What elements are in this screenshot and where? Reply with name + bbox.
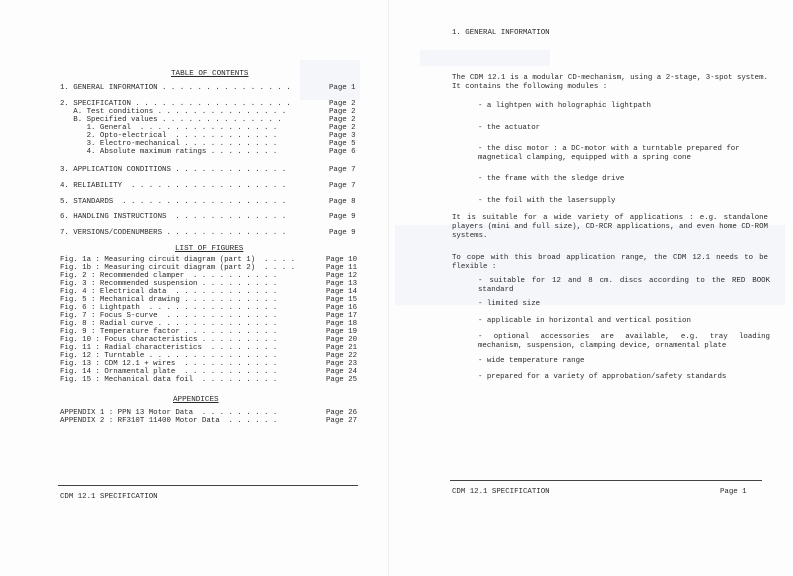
footer-text: CDM 12.1 SPECIFICATION xyxy=(452,488,550,496)
figure-entry-page: Page 16 xyxy=(326,304,358,312)
figure-entry-page: Page 24 xyxy=(326,368,358,376)
figure-entry-label: Fig. 7 : Focus S-curve . . . . . . . . . . . . . xyxy=(60,312,278,320)
toc-entry-page: Page 8 xyxy=(329,198,356,206)
toc-entry-label: 4. Absolute maximum ratings . . . . . . . . xyxy=(60,148,278,156)
toc-entry-label: 6. HANDLING INSTRUCTIONS . . . . . . . . . . . . . xyxy=(60,213,287,221)
figure-entry-label: Fig. 10 : Focus characteristics . . . . . . . . . xyxy=(60,336,278,344)
figure-entry-page: Page 25 xyxy=(326,376,358,384)
toc-entry-page: Page 1 xyxy=(329,84,356,92)
toc-entry-label: 1. GENERAL INFORMATION . . . . . . . . . . . . . . . xyxy=(60,84,291,92)
flex-item: - prepared for a variety of approbation/safety standards xyxy=(478,373,727,381)
footer-rule xyxy=(58,485,358,486)
toc-entry-page: Page 3 xyxy=(329,132,356,140)
module-item: - the foil with the lasersupply xyxy=(478,197,616,205)
toc-entry-label: 3. APPLICATION CONDITIONS . . . . . . . . . . . . . xyxy=(60,166,287,174)
toc-entry-page: Page 2 xyxy=(329,116,356,124)
appendix-entry-label: APPENDIX 2 : RF310T 11400 Motor Data . . . . . . xyxy=(60,417,278,425)
toc-entry-label: 2. SPECIFICATION . . . . . . . . . . . . . . . . . . xyxy=(60,100,291,108)
footer-text: CDM 12.1 SPECIFICATION xyxy=(60,493,158,501)
figure-entry-page: Page 13 xyxy=(326,280,358,288)
toc-entry-page: Page 2 xyxy=(329,108,356,116)
figure-entry-label: Fig. 4 : Electrical data . . . . . . . . . . . . xyxy=(60,288,278,296)
bleed-through-mark xyxy=(420,50,550,66)
toc-entry-page: Page 9 xyxy=(329,229,356,237)
appendix-entry-label: APPENDIX 1 : PPN 13 Motor Data . . . . . . . . . xyxy=(60,409,278,417)
toc-entry-page: Page 7 xyxy=(329,166,356,174)
flex-item: - wide temperature range xyxy=(478,357,585,365)
appendix-entry-page: Page 26 xyxy=(326,409,358,417)
figure-entry-label: Fig. 3 : Recommended suspension . . . . . . . . . xyxy=(60,280,278,288)
left-page xyxy=(0,0,389,576)
flex-item: - limited size xyxy=(478,300,541,308)
toc-entry-page: Page 2 xyxy=(329,124,356,132)
module-item: - the actuator xyxy=(478,124,541,132)
figure-entry-label: Fig. 5 : Mechanical drawing . . . . . . . . . . . xyxy=(60,296,278,304)
figure-entry-label: Fig. 13 : CDM 12.1 + wires . . . . . . . . . . . xyxy=(60,360,278,368)
figure-entry-label: Fig. 12 : Turntable . . . . . . . . . . . . . . . xyxy=(60,352,278,360)
toc-entry-page: Page 6 xyxy=(329,148,356,156)
flex-item: - optional accessories are available, e.g. tray loading mechanism, suspension, clamping device, ornamental plate xyxy=(478,333,770,350)
figure-entry-label: Fig. 1a : Measuring circuit diagram (part 1) . . . . xyxy=(60,256,296,264)
figure-entry-page: Page 10 xyxy=(326,256,358,264)
figure-entry-label: Fig. 9 : Temperature factor . . . . . . . . . . . xyxy=(60,328,278,336)
figure-entry-page: Page 19 xyxy=(326,328,358,336)
figure-entry-label: Fig. 11 : Radial characteristics . . . . . . . . xyxy=(60,344,278,352)
toc-entry-label: 2. Opto-electrical . . . . . . . . . . . . xyxy=(60,132,278,140)
module-item: - a lightpen with holographic lightpath xyxy=(478,102,651,110)
toc-entry-label: A. Test conditions . . . . . . . . . . . . . . . xyxy=(60,108,287,116)
figure-entry-page: Page 17 xyxy=(326,312,358,320)
suitable-paragraph: It is suitable for a wide variety of applications : e.g. standalone players (mini and full size), CD-RCR applications, and even home CD-ROM systems. xyxy=(452,214,768,240)
toc-entry-page: Page 7 xyxy=(329,182,356,190)
module-item: - the frame with the sledge drive xyxy=(478,175,625,183)
figure-entry-label: Fig. 2 : Recommended clamper . . . . . . . . . . xyxy=(60,272,278,280)
toc-entry-label: B. Specified values . . . . . . . . . . . . . . xyxy=(60,116,282,124)
toc-entry-page: Page 5 xyxy=(329,140,356,148)
toc-entry-page: Page 9 xyxy=(329,213,356,221)
toc-entry-label: 1. General . . . . . . . . . . . . . . . . xyxy=(60,124,278,132)
flex-item: - suitable for 12 and 8 cm. discs according to the RED BOOK standard xyxy=(478,277,770,294)
figure-entry-page: Page 14 xyxy=(326,288,358,296)
appendices-title: APPENDICES xyxy=(173,396,219,404)
flex-item: - applicable in horizontal and vertical position xyxy=(478,317,691,325)
toc-entry-label: 7. VERSIONS/CODENUMBERS . . . . . . . . . . . . . . xyxy=(60,229,287,237)
bleed-through-mark xyxy=(300,60,360,100)
intro-paragraph: The CDM 12.1 is a modular CD-mechanism, using a 2-stage, 3-spot system. It contains the following modules : xyxy=(452,74,768,91)
figure-entry-page: Page 15 xyxy=(326,296,358,304)
appendix-entry-page: Page 27 xyxy=(326,417,358,425)
figures-title: LIST OF FIGURES xyxy=(175,245,244,253)
figure-entry-page: Page 21 xyxy=(326,344,358,352)
module-item: - the disc motor : a DC-motor with a turntable prepared for magnetical clamping, equipped with a spring cone xyxy=(478,145,740,162)
figure-entry-page: Page 22 xyxy=(326,352,358,360)
footer-rule xyxy=(450,480,762,481)
figure-entry-label: Fig. 14 : Ornamental plate . . . . . . . . . . . xyxy=(60,368,278,376)
cope-paragraph: To cope with this broad application range, the CDM 12.1 needs to be flexible : xyxy=(452,254,768,271)
toc-entry-label: 4. RELIABILITY . . . . . . . . . . . . . . . . . . xyxy=(60,182,287,190)
figure-entry-page: Page 12 xyxy=(326,272,358,280)
toc-entry-page: Page 2 xyxy=(329,100,356,108)
figure-entry-label: Fig. 8 : Radial curve . . . . . . . . . . . . . . xyxy=(60,320,278,328)
figure-entry-page: Page 11 xyxy=(326,264,358,272)
figure-entry-label: Fig. 6 : Lightpath . . . . . . . . . . . . . . . xyxy=(60,304,278,312)
toc-title: TABLE OF CONTENTS xyxy=(171,70,249,78)
page-number: Page 1 xyxy=(720,488,747,496)
figure-entry-page: Page 20 xyxy=(326,336,358,344)
toc-entry-label: 5. STANDARDS . . . . . . . . . . . . . . . . . . . xyxy=(60,198,287,206)
figure-entry-page: Page 18 xyxy=(326,320,358,328)
figure-entry-page: Page 23 xyxy=(326,360,358,368)
section-heading: 1. GENERAL INFORMATION xyxy=(452,29,550,37)
right-page xyxy=(390,0,793,576)
figure-entry-label: Fig. 1b : Measuring circuit diagram (part 2) . . . . xyxy=(60,264,296,272)
figure-entry-label: Fig. 15 : Mechanical data foil . . . . . . . . . xyxy=(60,376,278,384)
toc-entry-label: 3. Electro-mechanical . . . . . . . . . . . xyxy=(60,140,278,148)
